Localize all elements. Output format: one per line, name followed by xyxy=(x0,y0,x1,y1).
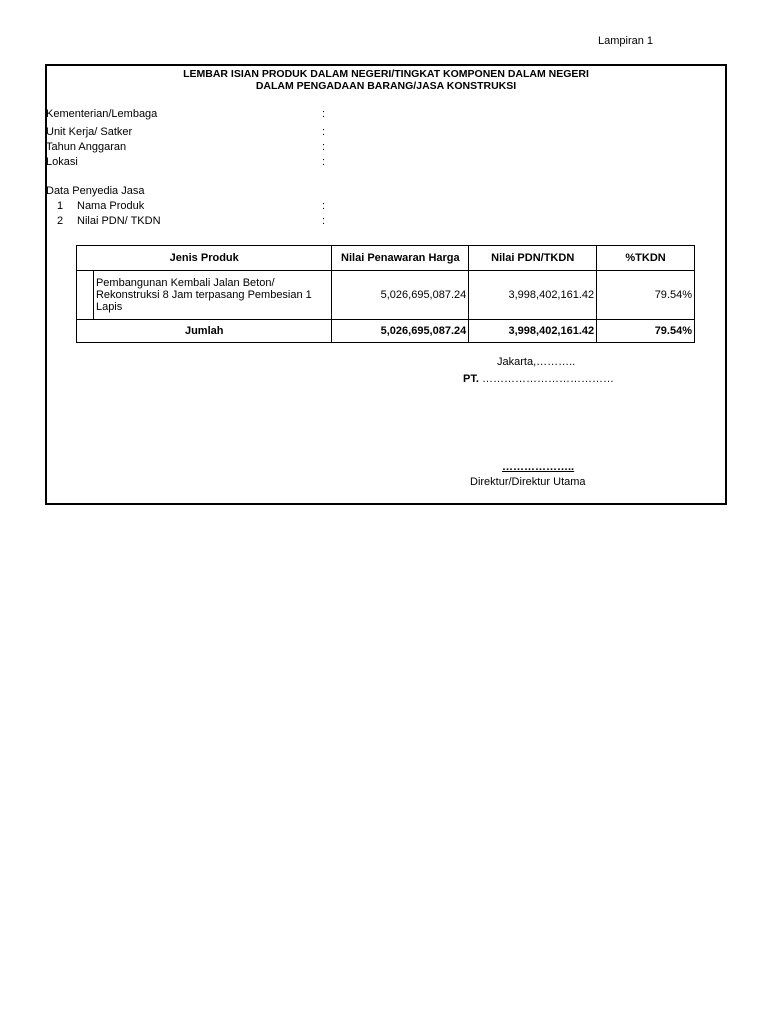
product-table xyxy=(76,245,695,343)
row-indent-cell xyxy=(77,271,94,320)
product-name-cell: Pembangunan Kembali Jalan Beton/ Rekonstruksi 8 Jam terpasang Pembesian 1 Lapis xyxy=(93,271,331,320)
nilai-pdn-colon: : xyxy=(322,215,326,227)
header-nilai-penawaran: Nilai Penawaran Harga xyxy=(332,246,469,271)
signatory-name-dots: ……………….. xyxy=(502,461,575,473)
pdn-cell: 3,998,402,161.42 xyxy=(469,271,597,320)
header-tkdn: %TKDN xyxy=(597,246,695,271)
nama-produk-label: Nama Produk xyxy=(77,200,145,212)
form-title-line-1: LEMBAR ISIAN PRODUK DALAM NEGERI/TINGKAT KOMPONEN DALAM NEGERI xyxy=(183,68,589,80)
form-title-line-2: DALAM PENGADAAN BARANG/JASA KONSTRUKSI xyxy=(255,80,517,92)
company-line xyxy=(463,373,614,385)
lampiran-label: Lampiran 1 xyxy=(598,35,654,47)
pt-dots: ……………………………… xyxy=(481,373,614,385)
penyedia-item-number: 2 xyxy=(57,215,64,227)
signatory-position: Direktur/Direktur Utama xyxy=(470,476,586,488)
total-pdn-cell: 3,998,402,161.42 xyxy=(469,320,597,343)
unit-kerja-label: Unit Kerja/ Satker xyxy=(46,126,133,138)
total-harga-cell: 5,026,695,087.24 xyxy=(332,320,469,343)
lokasi-label: Lokasi xyxy=(46,156,78,168)
penyedia-heading: Data Penyedia Jasa xyxy=(46,185,145,197)
harga-cell: 5,026,695,087.24 xyxy=(332,271,469,320)
tahun-anggaran-label: Tahun Anggaran xyxy=(46,141,127,153)
nama-produk-colon: : xyxy=(322,200,326,212)
kementerian-colon: : xyxy=(322,108,326,120)
table-row xyxy=(77,271,695,320)
nilai-pdn-label: Nilai PDN/ TKDN xyxy=(77,215,161,227)
header-nilai-pdn: Nilai PDN/TKDN xyxy=(469,246,597,271)
pt-label: PT. xyxy=(463,373,479,385)
total-tkdn-cell: 79.54% xyxy=(597,320,695,343)
tahun-anggaran-colon: : xyxy=(322,141,326,153)
penyedia-item-number: 1 xyxy=(57,200,64,212)
unit-kerja-colon: : xyxy=(322,126,326,138)
table-header-row xyxy=(77,246,695,271)
total-row xyxy=(77,320,695,343)
place-date: Jakarta,……….. xyxy=(497,356,576,368)
total-label-cell: Jumlah xyxy=(77,320,332,343)
kementerian-label: Kementerian/Lembaga xyxy=(46,108,158,120)
lokasi-colon: : xyxy=(322,156,326,168)
header-jenis-produk: Jenis Produk xyxy=(77,246,332,271)
tkdn-cell: 79.54% xyxy=(597,271,695,320)
